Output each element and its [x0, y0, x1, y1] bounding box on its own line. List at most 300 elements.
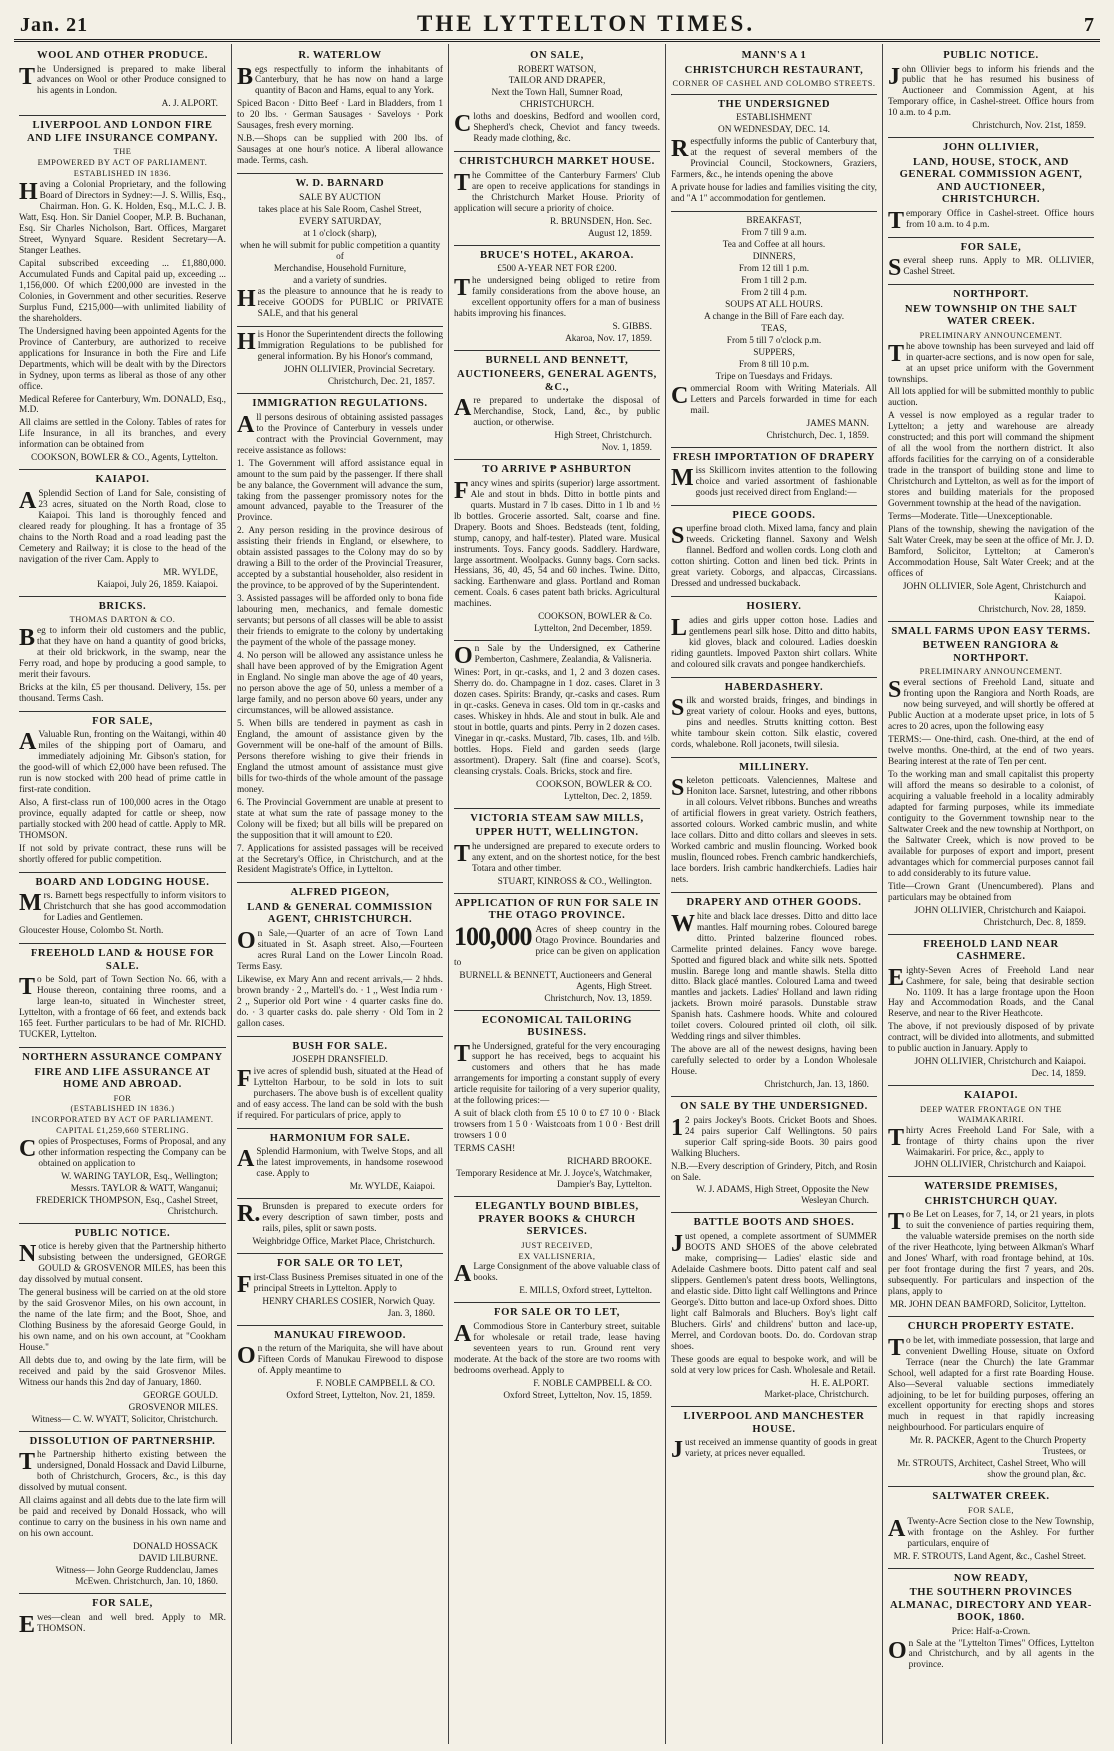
ad-body-text: On Sale at the "Lyttelton Times" Offices, Lyttelton and Christchurch, and by all agents in the province.	[888, 1637, 1094, 1671]
ad-subtitle: EX VALLISNERIA,	[518, 1251, 596, 1261]
ad-signature: A. J. ALPORT.	[161, 99, 218, 110]
ad-body-text: The Undersigned having been appointed Agents for the Province of Canterbury, are authorized to receive applications for Insurance in both the Fire and Life Departments, which will be dealt with by the Directors in Sydney, upon terms as liberal as those of any other office.	[19, 326, 226, 392]
ad-heading: BRUCE'S HOTEL, AKAROA.	[480, 249, 634, 261]
ad-body-text: 4. No person will be allowed any assistance unless he shall have been approved of by the Emigration Agent in England. No single man above the age of 40 years, no person above the age of 50, unless a member of a large family, and no person above 60 years, under any circumstances, will be allowed assistance.	[237, 651, 443, 716]
ad-signature: JOHN OLLIVIER, Christchurch and Kaiapoi.	[914, 1160, 1086, 1171]
ad-body-text: Respectfully informs the public of Canterbury that, at the request of several members of the Provincial Council, Stockowners, Graziers, Farmers, &c., he intends opening the above	[671, 136, 877, 181]
ad-subheading: LAND & GENERAL COMMISSION AGENT, CHRISTCHURCH.	[247, 901, 433, 926]
ad-heading: FOR SALE,	[92, 1598, 153, 1610]
ad-signature: JOHN OLLIVIER, Provincial Secretary.	[284, 365, 435, 376]
ad-body-text: 12 pairs Jockey's Boots. Cricket Boots and Shoes. 24 pairs superior Calf Wellingtons. 50 pairs superior Calf spring-side Boots. 30 pairs good Walking Bluchers.	[671, 1114, 877, 1159]
ad-heading: LIVERPOOL AND LONDON FIRE AND LIFE INSURANCE COMPANY.	[26, 120, 218, 144]
ad-heading: W. D. BARNARD	[295, 178, 385, 190]
ad-heading: PUBLIC NOTICE.	[74, 1227, 171, 1239]
ad-centered-line: Next the Town Hall, Sumner Road,	[491, 88, 623, 99]
advertisement	[454, 1197, 660, 1303]
ad-heading: BOARD AND LODGING HOUSE.	[35, 876, 210, 888]
advertisement	[19, 1594, 226, 1640]
advertisement	[19, 1048, 226, 1224]
ad-signature: Christchurch, Dec. 21, 1857.	[327, 377, 435, 388]
ad-heading: SALTWATER CREEK.	[932, 1491, 1050, 1503]
ad-subtitle: THE	[113, 147, 132, 157]
ad-signature: Mr. R. PACKER, Agent to the Church Property Trustees, or	[909, 1436, 1086, 1458]
advertisement	[19, 46, 226, 116]
ad-body-text: The above, if not previously disposed of by private contract, will be divided into allotments, and submitted to public auction in January. Apply to	[888, 1022, 1094, 1055]
ad-centered-line: Tripe on Tuesdays and Fridays.	[715, 371, 833, 382]
ad-centered-line: From 5 till 7 o'clock p.m.	[726, 335, 822, 346]
ad-body-text: Spiced Bacon · Ditto Beef · Lard in Bladders, from 1 to 20 lbs. · German Sausages · Saveloys · Pork Sausages, fresh every morning.	[237, 99, 443, 132]
ad-subtitle: FOR	[113, 1093, 132, 1103]
advertisement	[671, 1097, 877, 1213]
issue-date: Jan. 21	[20, 14, 89, 36]
ad-body-text: Has the pleasure to announce that he is ready to receive GOODS for PUBLIC or PRIVATE SALE, and that his general	[237, 286, 443, 320]
ad-centered-line: TEAS,	[761, 323, 787, 334]
ad-heading: FREEHOLD LAND & HOUSE FOR SALE.	[30, 948, 215, 972]
ad-heading: FOR SALE,	[960, 241, 1022, 253]
ad-subtitle: THOMAS DARTON & CO.	[69, 615, 176, 625]
ad-centered-line: at 1 o'clock (sharp),	[303, 228, 377, 239]
ad-heading: HOSIERY.	[746, 601, 802, 613]
ad-body-text: 5. When bills are tendered in payment as cash in England, the amount of assistance given by the Government will be one-half of the amount of Bills. Persons therefore wishing to give their friends in England the utmost amount of assistance must give bills for two-thirds of the whole amount of the passage money.	[237, 718, 443, 795]
ad-body-text: Just opened, a complete assortment of SUMMER BOOTS AND SHOES of the above celebrated make, comprising— Ladies' elastic side and Adelaide Cashmere boots. Ditto patent calf and seal slippers. Gentlemen's patent dress boots, Wellingtons, and elastic side. Ditto light calf Wellingtons and Prince George's. Ditto button and lace-up Oxford shoes. Ditto light calf Balmorals and Bluchers. Boy's light calf Bluchers. Girls' and childrens' button and lace-up, Merrel, and Cordovan boots. Do. do. Cordovan strap shoes.	[671, 1230, 877, 1352]
ad-body-text: Fancy wines and spirits (superior) large assortment. Ale and stout in bhds. Ditto in bottle pints and quarts. Mustard in 7 lb cases. Ditto in 1 lb and ½ lb bottles. Grocerie assorted. Salt, coarse and fine. Drapery. Boots and Shoes. Bedsteads (tent, folding, stump, canopy, and half-tester). Plated ware. Musical instruments. Toys. Fancy goods. Saddlery. Hardware, large assortment. Woolpacks. Gunny bags. Corn sacks. Hessians, 36, 40, 45, 54 and 60 inches. Twine. Ditto, sacking. Earthenware and glass. Portland and Roman cement. Coals. 6 cases patent bath bricks. Agricultural machines.	[454, 477, 660, 610]
ad-signature: W. J. ADAMS, High Street, Opposite the New Wesleyan Church.	[696, 1185, 869, 1207]
ad-body-text: All persons desirous of obtaining assisted passages to the Province of Canterbury in vessels under contract with the Provincial Government, may receive assistance as follows:	[237, 411, 443, 456]
ad-subheading: FIRE AND LIFE ASSURANCE AT HOME AND ABROAD.	[34, 1066, 211, 1091]
advertisement	[454, 809, 660, 894]
ad-subtitle: JUST RECEIVED,	[521, 1240, 593, 1250]
ad-body-text: TERMS CASH!	[454, 1144, 516, 1155]
ad-body-text: Cloths and doeskins, Bedford and woollen cord, Shepherd's check, Cheviot and fancy tweeds. Ready made clothing, &c.	[454, 111, 660, 145]
ad-centered-line: BREAKFAST,	[746, 216, 802, 227]
advertisement	[454, 351, 660, 460]
ad-body-text: Eighty-Seven Acres of Freehold Land near Cashmere, for sale, being that desirable section No. 1109. It has a large frontage upon the Hoon Hay and Accommodation Roads, and the Canal Reserve, and near to the River Heathcote.	[888, 964, 1094, 1020]
advertisement	[888, 935, 1094, 1087]
ad-signature: Nov. 1, 1859.	[601, 443, 652, 454]
advertisement	[454, 1011, 660, 1198]
ad-body-text: Also, A first-class run of 100,000 acres in the Otago province, equally adapted for cattle or sheep, now partially stocked with 200 head of cattle. Apply to MR. THOMSON.	[19, 798, 226, 841]
ad-signature: COOKSON, BOWLER & Co.	[538, 612, 652, 623]
ad-heading: ALFRED PIGEON,	[290, 887, 390, 899]
ad-body-text: Likewise, ex Mary Ann and recent arrivals,— 2 hhds. brown brandy · 2 ,, Martell's do. · 1 ,, West India rum · 2 ,, Superior old Port wine · 4 quarter casks fine do. do. · 3 quarter casks do. pale sherry · Old Tom in 2 gallon cases.	[237, 974, 443, 1029]
ad-body-text: ACommodious Store in Canterbury street, suitable for wholesale or retail trade, lease having seventeen years to run. Ground rent very moderate. At the back of the store are two rooms with bedrooms overhead. Apply to	[454, 1320, 660, 1376]
ad-signature: Christchurch, Nov. 28, 1859.	[978, 604, 1086, 615]
ad-body-text: First-Class Business Premises situated in one of the principal Streets in Lyttelton. Apply to	[237, 1271, 443, 1298]
advertisement	[19, 1432, 226, 1594]
ad-body-text: Are prepared to undertake the disposal of Merchandise, Stock, Land, &c., by public auction, or otherwise.	[454, 395, 660, 429]
ad-signature: JAMES MANN.	[806, 418, 869, 429]
ad-body-text: 7. Applications for assisted passages will be received at the Secretary's Office, in Christchurch, and at the Resident Magistrate's Office, in Lyttelton.	[237, 843, 443, 876]
ad-signature: Mr. WYLDE, Kaiapoi.	[349, 1182, 435, 1193]
ad-heading: BURNELL AND BENNETT,	[485, 354, 629, 366]
ad-body-text: 1. The Government will afford assistance equal in amount to the sum paid by the passenger. If there shall be any balance, the Government will advance the sum, taking from the passenger promissory notes for the amount advanced, payable to the Treasurer of the Province.	[237, 458, 443, 524]
ad-signature: Mr. STROUTS, Architect, Cashel Street, Who will show the ground plan, &c.	[897, 1459, 1086, 1481]
advertisement	[671, 893, 877, 1097]
ad-body-text: 3. Assisted passages will be afforded only to bona fide labouring men, mechanics, and female domestic servants; but persons of all classes will be able to assist their friends to emigrate to the colony by undertaking the payment of the whole of the passage money.	[237, 594, 443, 649]
advertisement	[888, 138, 1094, 237]
ad-signature: COOKSON, BOWLER & CO.	[536, 779, 652, 790]
ad-heading: FRESH IMPORTATION OF DRAPERY	[672, 451, 876, 463]
ad-body-text: Mrs. Barnett begs respectfully to inform visitors to Christchurch that she has good accommodation for Ladies and Gentlemen.	[19, 890, 226, 924]
column-4	[665, 44, 882, 1744]
advertisement	[454, 894, 660, 1011]
ad-body-text: R.Brunsden is prepared to execute orders for every description of sawn timber, posts and rails, piles, split or sawn posts.	[237, 1201, 443, 1235]
ad-body-text: N.B.—Every description of Grindery, Pitch, and Rosin on Sale.	[671, 1161, 877, 1183]
ad-subheading: CHRISTCHURCH QUAY.	[924, 1195, 1058, 1207]
ad-body-text: John Ollivier begs to inform his friends and the public that he has resumed his business of Auctioneer and Commission Agent, at his Temporary office, in Cashel-street. Office hours from 10 a.m. to 4 p.m.	[888, 63, 1094, 119]
ad-heading: KAIAPOI.	[95, 474, 150, 486]
masthead	[14, 8, 1100, 42]
ad-body-text: AValuable Run, fronting on the Waitangi, within 40 miles of the shipping port of Oamaru, and immediately adjoining Mr. Gibson's station, for the good-will of which £2,000 have been refused. The run is now stocked with 200 head of prime cattle in first-rate condition.	[19, 729, 226, 796]
ad-body-text: Acres of sheep country in the Otago Province. Boundaries and price can be given on application to	[454, 924, 660, 968]
ad-centered-line: takes place at his Sale Room, Cashel Street,	[258, 204, 422, 215]
advertisement	[19, 873, 226, 944]
advertisement	[19, 116, 226, 470]
ad-heading: KAIAPOI.	[964, 1090, 1018, 1102]
ad-heading: DRAPERY AND OTHER GOODS.	[686, 897, 862, 909]
ad-centered-line: and a variety of sundries.	[293, 275, 387, 286]
ad-body-text: The Partnership hitherto existing between the undersigned, Donald Hossack and David Lilburne, both of Christchurch, Grocers, &c., is this day dissolved by mutual consent.	[19, 1449, 226, 1494]
ad-body-text: ASplendid Section of Land for Sale, consisting of 23 acres, situated on the North Road, close to Kaiapoi. This land is thoroughly fenced and cleared ready for ploughing. It has a frontage of 35 chains to the North Road and a road leading past the Cemetery and Railway; it is close to the head of the navigation of the river Cam. Apply to	[19, 487, 226, 565]
ad-heading: CHURCH PROPERTY ESTATE.	[907, 1321, 1075, 1333]
ad-centered-line: SOUPS AT ALL HOURS.	[725, 299, 823, 310]
ad-body-text: TERMS:— One-third, cash. One-third, at the end of twelve months. One-third, at the end of two years. Bearing interest at the rate of Ten per cent.	[888, 735, 1094, 768]
ad-signature: FREDERICK THOMPSON, Esq., Cashel Street, Christchurch.	[35, 1196, 218, 1217]
advertisement	[454, 152, 660, 245]
ad-subheading: AUCTIONEERS, GENERAL AGENTS, &C.,	[457, 369, 657, 393]
advertisement	[671, 1407, 877, 1466]
ad-heading: HARMONIUM FOR SALE.	[269, 1132, 411, 1144]
ad-subheading: THE SOUTHERN PROVINCES ALMANAC, DIRECTORY AND YEAR-BOOK, 1860.	[889, 1587, 1093, 1624]
ad-heading: NOW READY,	[953, 1572, 1029, 1584]
ad-body-text: Temporary Office in Cashel-street. Office hours from 10 a.m. to 4 p.m.	[888, 207, 1094, 234]
ad-heading: FOR SALE,	[92, 715, 153, 727]
ad-body-text: N.B.—Shops can be supplied with 200 lbs. of Sausages at one hour's notice. A liberal allowance made. Terms, cash.	[237, 134, 443, 167]
ad-body-text: The undersigned being obliged to retire from family considerations from the above house, an excellent opportunity offers for a man of business habits improving his finances.	[454, 275, 660, 319]
ad-body-text: Title—Crown Grant (Unencumbered). Plans and particulars may be obtained from	[888, 881, 1094, 903]
advertisement	[454, 246, 660, 351]
ad-centered-line: From 1 till 2 p.m.	[741, 276, 807, 286]
ad-body-text: The Undersigned, grateful for the very encouraging support he has received, begs to acquaint his customers and others that he has made arrangements for importing a constant supply of every article requisite for tailoring of a very superior quality, at the following prices:—	[454, 1040, 660, 1107]
advertisement	[19, 470, 226, 596]
advertisement	[888, 622, 1094, 935]
ad-body-text: Silk and worsted braids, fringes, and bindings in great variety of colour. Hooks and eyes, buttons, pins and needles. Strutts knitting cotton. Best white tambour skein cotton. Silk elastic, covered cords, whalebone. Roll jaconets, twill silesia.	[671, 695, 877, 750]
ad-centered-line: ROBERT WATSON,	[517, 64, 597, 75]
ad-body-text: Terms—Moderate. Title—Unexceptionable.	[888, 512, 1053, 523]
advertisement	[888, 1487, 1094, 1568]
ad-body-text: A vessel is now employed as a regular trader to Lyttelton; a jetty and warehouse are already constructed; and this port will command the shipment of all the wool from the northern district. It also affords facilities for the carrying on of a considerable trade in the transport of building stone and lime to Christchurch and Lyttelton, as well as for the import of stores and building materials for the proposed Government township at the head of the navigation.	[888, 411, 1094, 510]
ad-heading: ON SALE,	[530, 50, 584, 61]
ad-signature: Christchurch, Jan. 13, 1860.	[764, 1080, 869, 1091]
ad-body-text: Ewes—clean and well bred. Apply to MR. THOMSON.	[19, 1611, 226, 1638]
ad-body-text: ASplendid Harmonium, with Twelve Stops, and all the latest improvements, in handsome rosewood case. Apply to	[237, 1146, 443, 1180]
ad-signature: Temporary Residence at Mr. J. Joyce's, Watchmaker, Dampier's Bay, Lyttelton.	[456, 1169, 652, 1191]
advertisement	[237, 1129, 443, 1199]
ad-subtitle: CORNER OF CASHEL AND COLOMBO STREETS.	[672, 79, 876, 88]
advertisement	[19, 1224, 226, 1432]
ad-signature: GROSVENOR MILES.	[128, 1403, 218, 1413]
ad-signature: Akaroa, Nov. 17, 1859.	[565, 333, 652, 344]
ad-body-text: Capital subscribed exceeding ... £1,880,000. Accumulated Funds and Capital paid up, exceeding ... 1,156,000. Of which £200,000 are invested in the Colonies, in Government and other securities. Reserve Surplus Fund, £215,000—with unlimited liability of the shareholders.	[19, 258, 226, 324]
advertisement	[671, 758, 877, 893]
ad-subheading: LAND, HOUSE, STOCK, AND GENERAL COMMISSION AGENT, AND AUCTIONEER, CHRISTCHURCH.	[899, 156, 1083, 206]
ad-body-text: The Undersigned is prepared to make liberal advances on Wool or other Produce consigned to his agents in London.	[19, 63, 226, 97]
ad-body-text: The above are all of the newest designs, having been carefully selected to order by a London Wholesale House.	[671, 1045, 877, 1078]
ad-centered-line: £500 A-YEAR NET FOR £200.	[497, 264, 617, 275]
ad-body-text: White and black lace dresses. Ditto and ditto lace mantles. Half mourning robes. Coloured barege ditto. Printed balzerine flounced robes. Carmelite printed delaines. Fancy wove barege. Spotted and figured black and white silk nets. Spotted muslin. Barege long and mantle shawls. Stella ditto ditto. Black glacé mantles. Coloured Lama and tweed mantles and jackets. Ladies' Holland and lawn riding jackets. Brown moiré parasols. Dunstable straw Spanish hats. Cashmere hoods. White and coloured toilet covers. Coloured printed oil cloth, oil silk. Wedding rings and silver thimbles.	[671, 910, 877, 1043]
ad-signature: DAVID LILBURNE.	[138, 1554, 218, 1565]
ad-heading: WOOL AND OTHER PRODUCE.	[37, 50, 208, 61]
ad-body-text: Five acres of splendid bush, situated at the Head of Lyttelton Harbour, to be sold in lots to suit purchasers. The above bush is of excellent quality and of easy access. The land can be sold with the bush if required. For particulars of price, apply to	[237, 1066, 443, 1121]
advertisement	[671, 95, 877, 212]
advertisement	[237, 1199, 443, 1254]
ad-heading: THE UNDERSIGNED	[717, 98, 831, 110]
ad-signature: Oxford Street, Lyttelton, Nov. 21, 1859.	[286, 1390, 435, 1401]
ad-body-text: Thirty Acres Freehold Land For Sale, with a frontage of thirty chains upon the river Waimakariri. For price, &c., apply to	[888, 1124, 1094, 1158]
ad-signature: Witness— John George Ruddenclau, James McEwen. Christchurch, Jan. 10, 1860.	[55, 1566, 218, 1588]
ad-subtitle: INCORPORATED BY ACT OF PARLIAMENT.	[31, 1115, 214, 1125]
ad-signature: Messrs. TAYLOR & WATT, Wanganui;	[70, 1184, 218, 1195]
ad-heading: PUBLIC NOTICE.	[943, 50, 1039, 61]
ad-heading: PIECE GOODS.	[732, 509, 816, 521]
ad-heading: TO ARRIVE ₱ ASHBURTON	[482, 464, 632, 476]
ad-centered-line: TAILOR AND DRAPER,	[508, 76, 606, 87]
ad-body-text: The undersigned are prepared to execute orders to any extent, and on the shortest notice, for the best Totara and other timber.	[454, 840, 660, 874]
ad-subtitle: EMPOWERED BY ACT OF PARLIAMENT.	[37, 158, 208, 168]
ad-signature: JOHN OLLIVIER, Christchurch and Kaiapoi.	[914, 905, 1086, 916]
ad-heading: BUSH FOR SALE.	[292, 1040, 388, 1052]
advertisement	[888, 285, 1094, 622]
ad-body-text: All claims are settled in the Colony. Tables of rates for Life Insurance, in all its branches, and every information can be obtained from	[19, 418, 226, 451]
ad-signature: Jan. 3, 1860.	[387, 1308, 435, 1319]
ad-signature: Oxford Street, Lyttelton, Nov. 15, 1859.	[503, 1390, 652, 1401]
ad-centered-line: A change in the Bill of Fare each day.	[703, 311, 845, 322]
ad-heading: MANUKAU FIREWOOD.	[273, 1329, 407, 1341]
ad-heading: NORTHERN ASSURANCE COMPANY	[22, 1052, 223, 1064]
ad-centered-line: ON WEDNESDAY, DEC. 14.	[718, 125, 830, 136]
ad-signature: R. BRUNSDEN, Hon. Sec.	[549, 216, 652, 227]
ad-heading: IMMIGRATION REGULATIONS.	[252, 398, 428, 410]
ad-subtitle: PRELIMINARY ANNOUNCEMENT.	[919, 330, 1063, 340]
ad-heading: ELEGANTLY BOUND BIBLES, PRAYER BOOKS & CHURCH SERVICES.	[475, 1201, 639, 1238]
advertisement	[888, 46, 1094, 138]
ad-signature: E. MILLS, Oxford street, Lyttelton.	[519, 1286, 652, 1297]
ad-heading: BATTLE BOOTS AND SHOES.	[693, 1217, 855, 1229]
ad-body-text: His Honor the Superintendent directs the following Immigration Regulations to be published for general information. By his Honor's command,	[237, 329, 443, 363]
ad-signature: Kaiapoi, July 26, 1859. Kaiapoi.	[97, 579, 218, 590]
ad-heading: NORTHPORT.	[953, 289, 1029, 301]
ad-heading: MILLINERY.	[739, 761, 809, 773]
column-1	[14, 44, 231, 1744]
ad-subheading: NEW TOWNSHIP ON THE SALT WATER CREEK.	[904, 303, 1078, 328]
ad-centered-line: From 12 till 1 p.m.	[738, 264, 810, 275]
ad-signature: HENRY CHARLES COSIER, Norwich Quay.	[262, 1296, 435, 1307]
ad-signature: COOKSON, BOWLER & CO., Agents, Lyttelton.	[31, 453, 218, 464]
ad-signature: August 12, 1859.	[587, 228, 652, 239]
ad-body-text: Commercial Room with Writing Materials. All Letters and Parcels forwarded in time for each mail.	[671, 382, 877, 416]
ad-body-text: Several sections of Freehold Land, situate and fronting upon the Rangiora and North Roads, are now being surveyed, and will shortly be offered at Public Auction at a moderate upset price, in lots of 5 acres to 20 acres, upon the following easy	[888, 677, 1094, 733]
ad-body-text: Plans of the township, shewing the navigation of the Salt Water Creek, may be seen at the office of Mr. J. D. Bamford, Solicitor, Lyttelton; at Cameron's Accommodation House, Salt Water Creek; and at the offices of	[888, 525, 1094, 579]
ad-signature: Christchurch, Dec. 1, 1859.	[766, 430, 869, 441]
ad-heading: JOHN OLLIVIER,	[942, 142, 1040, 154]
ad-heading: FOR SALE OR TO LET,	[277, 1258, 403, 1270]
ad-large-figure: 100,000	[454, 921, 532, 951]
ad-centered-line: EVERY SATURDAY,	[298, 216, 382, 227]
page-number: 7	[1084, 14, 1094, 36]
ad-body-text: These goods are equal to bespoke work, and will be sold at very low prices for Cash. Wholesale and Retail.	[671, 1354, 877, 1376]
ad-body-text: A suit of black cloth from £5 10 0 to £7 10 0 · Black trowsers from 1 5 0 · Waistcoats from 1 0 0 · Best drill trowsers 1 0 0	[454, 1109, 660, 1142]
ad-signature: H. E. ALPORT.	[810, 1378, 869, 1389]
advertisement	[19, 712, 226, 873]
ad-body-text: Medical Referee for Canterbury, Wm. DONALD, Esq., M.D.	[19, 394, 226, 416]
ad-subtitle: CAPITAL £1,259,660 STERLING.	[56, 1126, 189, 1136]
ad-centered-line: Price: Half-a-Crown.	[951, 1626, 1031, 1637]
ad-body-text: Copies of Prospectuses, Forms of Proposal, and any other information respecting the Company can be obtained on application to	[19, 1136, 226, 1170]
ad-centered-line: SUPPERS,	[753, 347, 795, 358]
ad-body-text: To be Sold, part of Town Section No. 66, with a House thereon, containing three rooms, and a large lean-to, situated in Winchester street, Lyttelton, with a frontage of 66 feet, and extends back 165 feet. Further particulars to be had of Mr. RICHD. TUCKER, Lyttelton.	[19, 974, 226, 1041]
advertisement	[237, 394, 443, 883]
ad-signature: MR. WYLDE,	[163, 567, 218, 578]
ad-signature: STUART, KINROSS & CO., Wellington.	[497, 876, 652, 887]
ad-body-text: All claims against and all debts due to the late firm will be paid and received by Donald Hossack, who will continue to carry on the business in his own name and on his own account.	[19, 1496, 226, 1540]
ad-body-text: 2. Any person residing in the province desirous of assisting their friends in England, or elsewhere, to obtain assisted passages to the Colony may do so by drawing a Bill to the order of the Provincial Treasurer, accepted by a substantial householder, also resident in the province, to be approved of by the Superintendent.	[237, 526, 443, 592]
ad-heading: MANN'S A 1	[741, 50, 807, 61]
ad-heading: ECONOMICAL TAILORING BUSINESS.	[481, 1014, 633, 1038]
ad-subtitle: (ESTABLISHED IN 1836.)	[70, 1104, 175, 1114]
ad-subtitle: FOR SALE,	[968, 1505, 1014, 1515]
ad-centered-line: From 8 till 10 p.m.	[738, 359, 810, 370]
ad-heading: BRICKS.	[98, 600, 147, 612]
advertisement	[671, 597, 877, 677]
ad-signature: MR. JOHN DEAN BAMFORD, Solicitor, Lyttelton.	[889, 1300, 1086, 1311]
advertisement	[454, 460, 660, 641]
ad-body-text: ATwenty-Acre Section close to the New Township, with frontage on the Ashley. For further particulars, enquire of	[888, 1515, 1094, 1549]
ad-signature: JOHN OLLIVIER, Sole Agent, Christchurch and Kaiapoi.	[902, 581, 1086, 603]
ad-centered-line: DINNERS,	[752, 252, 796, 263]
ad-heading: R. WATERLOW	[298, 50, 382, 61]
ad-heading: APPLICATION OF RUN FOR SALE IN THE OTAGO PROVINCE.	[455, 897, 659, 922]
advertisement-columns	[14, 44, 1100, 1744]
ad-centered-line: Tea and Coffee at all hours.	[722, 240, 826, 251]
ad-subtitle: ESTABLISHED IN 1836.	[73, 169, 172, 179]
ad-centered-line: SALE BY AUCTION	[299, 192, 381, 203]
ad-centered-line: Merchandise, Household Furniture,	[273, 263, 407, 274]
column-5	[882, 44, 1099, 1744]
ad-body-text: 6. The Provincial Government are unable at present to state at what sum the rate of passage money to the Colony will be fixed; but all bills will be prepared on the supposition that it will amount to £20.	[237, 797, 443, 841]
advertisement	[237, 1254, 443, 1325]
ad-signature: Market-place, Christchurch.	[764, 1390, 869, 1401]
ad-signature: JOHN OLLIVIER, Christchurch and Kaiapoi.	[914, 1057, 1086, 1068]
ad-centered-line: ESTABLISHMENT	[736, 113, 812, 124]
ad-centered-line: CHRISTCHURCH.	[519, 100, 595, 111]
ad-body-text: A private house for ladies and families visiting the city, and "A 1" accommodation for gentlemen.	[671, 183, 877, 205]
column-3	[448, 44, 665, 1744]
ad-centered-line: From 2 till 4 p.m.	[741, 287, 807, 298]
advertisement	[237, 1037, 443, 1129]
ad-body-text: Several sheep runs. Apply to MR. OLLIVIER, Cashel Street.	[888, 255, 1094, 282]
ad-heading: ON SALE BY THE UNDERSIGNED.	[680, 1101, 868, 1113]
advertisement	[237, 46, 443, 174]
ad-heading: FREEHOLD LAND NEAR CASHMERE.	[923, 938, 1059, 963]
advertisement	[888, 238, 1094, 285]
advertisement	[888, 1317, 1094, 1487]
ad-body-text: The Committee of the Canterbury Farmers' Club are open to receive applications for standings in the Christchurch Market House. Priority of application will secure a priority of choice.	[454, 169, 660, 214]
ad-body-text: On Sale by the Undersigned, ex Catherine Pemberton, Cashmere, Zealandia, & Valisneria.	[454, 643, 660, 670]
ad-subheading: CHRISTCHURCH RESTAURANT,	[684, 64, 864, 76]
ad-signature: S. GIBBS.	[612, 321, 652, 332]
ad-body-text: Superfine broad cloth. Mixed lama, fancy and plain tweeds. Cricketing flannel. Saxony and Welsh flannel. Bedford and wollen cords. Long cloth and cotton shirting. Cotton and linen bed tick. Prints in great variety. Coborgs, and alpaccas, Circassians. Dressed and undressed buckaback.	[671, 523, 877, 590]
advertisement	[237, 883, 443, 1036]
ad-signature: Christchurch, Nov. 21st, 1859.	[972, 121, 1086, 132]
ad-signature: F. NOBLE CAMPBELL & CO.	[316, 1379, 435, 1389]
ad-heading: DISSOLUTION OF PARTNERSHIP.	[29, 1435, 216, 1447]
ad-body-text: Begs respectfully to inform the inhabitants of Canterbury, that he has now on hand a large quantity of Bacon and Hams, equal to any York.	[237, 63, 443, 97]
ad-signature: BURNELL & BENNETT, Auctioneers and General Agents, High Street.	[459, 970, 652, 992]
ad-body-text: Beg to inform their old customers and the public, that they have on hand a quantity of good bricks, at their old brickwork, in the swamp, near the Ferry road, and hope by producing a good sample, to merit their favours.	[19, 624, 226, 680]
advertisement	[888, 1569, 1094, 1678]
ad-body-text: Miss Skillicorn invites attention to the following choice and varied assortment of fashionable goods just received direct from England:—	[671, 465, 877, 498]
ad-heading: FOR SALE OR TO LET,	[494, 1307, 620, 1319]
advertisement	[19, 597, 226, 712]
ad-signature: F. NOBLE CAMPBELL & CO.	[533, 1378, 652, 1389]
ad-body-text: Gloucester House, Colombo St. North.	[19, 926, 164, 937]
advertisement	[888, 1177, 1094, 1317]
ad-signature: W. WARING TAYLOR, Esq., Wellington;	[61, 1172, 218, 1183]
advertisement	[671, 678, 877, 758]
advertisement	[454, 641, 660, 809]
advertisement	[454, 46, 660, 152]
advertisement	[671, 448, 877, 506]
ad-signature: Lyttelton, 2nd December, 1859.	[534, 624, 652, 635]
ad-body-text: To Be Let on Leases, for 7, 14, or 21 years, in plots to suit the convenience of parties requiring them, the valuable waterside premises on the north side of the river Heathcote, lying between Alkman's Wharf and Jones' Wharf, with road frontage behind, at 10s. per foot frontage during the first 7 years, and 20s. subsequently. For particulars and inspection of the plans, apply to	[888, 1209, 1094, 1298]
ad-signature: High Street, Christchurch.	[554, 431, 652, 442]
ad-signature: MR. F. STROUTS, Land Agent, &c., Cashel Street.	[893, 1551, 1086, 1562]
ad-signature: Dec. 14, 1859.	[1031, 1069, 1086, 1080]
ad-body-text: On the return of the Mariquita, she will have about Fifteen Cords of Manukau Firewood to dispose of. Apply meantime to	[237, 1343, 443, 1377]
ad-signature: Weighbridge Office, Market Place, Christchurch.	[252, 1237, 435, 1248]
ad-heading: LIVERPOOL AND MANCHESTER HOUSE.	[683, 1411, 865, 1435]
ad-body-text: Ladies and girls upper cotton hose. Ladies and gentlemens pearl silk hose. Ditto and ditto habits, kid gloves, black and coloured. Ladies doeskin riding gauntlets. Impoved Paxton shirt collars. White and coloured silk cravats and pongee handkerchiefs.	[671, 614, 877, 670]
ad-signature: RICHARD BROOKE.	[567, 1157, 652, 1168]
ad-body-text: The above township has been surveyed and laid off in quarter-acre sections, and is now open for sale, at an upset price uniform with the Government townships.	[888, 340, 1094, 385]
newspaper-title: THE LYTTELTON TIMES.	[417, 11, 756, 36]
ad-heading: VICTORIA STEAM SAW MILLS,	[470, 812, 644, 824]
ad-body-text: On Sale,—Quarter of an acre of Town Land situated in St. Asaph street. Also,—Fourteen acres Rural Land on the Lower Lincoln Road. Terms Easy.	[237, 927, 443, 972]
advertisement	[237, 327, 443, 394]
ad-signature: Lyttelton, Dec. 2, 1859.	[563, 791, 652, 802]
ad-subtitle: PRELIMINARY ANNOUNCEMENT.	[919, 667, 1063, 677]
ad-heading: CHRISTCHURCH MARKET HOUSE.	[459, 156, 655, 168]
ad-body-text: Skeleton petticoats. Valenciennes, Maltese and Honiton lace. Sarsnet, lutestring, and other ribbons in all colours. Velvet ribbons. Bunches and wreaths of artificial flowers in great variety. Ostrich feathers, assorted colours. Worked cambric muslin, and white lace collars. Ditto and ditto collars and sleeves in sets. Worked cambric and muslin flouncing. Worked book muslin, flounced robes. French cambric handkerchiefs, lace borders. Irish cambric handkerchiefs. Ladies hair nets.	[671, 775, 877, 886]
ad-centered-line: when he will submit for public competition a quantity of	[239, 240, 441, 262]
ad-body-text: Wines: Port, in qr.-casks, and 1, 2 and 3 dozen cases. Sherry do. do. Champagne in 1 doz. cases. Claret in 3 dozen cases. Spirits: Brandy, qr.-casks and cases. Rum in qr.-casks. Geneva in cases. Old tom in qr.-casks and cases. Whiskey in hhds. Ale and stout in bulk. Ale and stout in bottle, quarts and pints. Perry in 2 dozen cases. Vinegar in qr.-casks. Mustard, 7lb. cases, 1lb. and ½lb. bottles. Hops. Field and garden seeds (large assortment). Drapery. Salt (fine and coarse). Scot's, cleansing crystals. Coals. Bricks, stock and fire.	[454, 668, 660, 777]
ad-heading: HABERDASHERY.	[724, 681, 824, 693]
ad-body-text: ALarge Consignment of the above valuable class of books.	[454, 1261, 660, 1288]
advertisement	[671, 506, 877, 597]
ad-body-text: To be let, with immediate possession, that large and convenient Dwelling House, situate on Oxford Terrace (near the Church) the late Grammar School, well adapted for a first rate Boarding House. Also—Several valuable sections immediately adjoining, to be let for building purposes, offering an excellent opportunity for erecting shops and stores much in request in that rapidly increasing neighbourhood. For particulars enquire of	[888, 1334, 1094, 1434]
ad-body-text: To the working man and small capitalist this property will afford the means so desirable to a colonist, of acquiring a valuable freehold in a locality admirably adapted for farming purposes, while its immediate contiguity to the Government township near to the Saltwater Creek and the new township at Northport, on the Saltwater Creek, which is now proved to be available for purposes of export and import, present advantages which for commercial purposes cannot fail to add considerably to its future value.	[888, 770, 1094, 879]
advertisement	[671, 1213, 877, 1407]
advertisement	[237, 174, 443, 327]
advertisement	[454, 1303, 660, 1406]
ad-body-text: Bricks at the kiln, £5 per thousand. Delivery, 15s. per thousand. Terms Cash.	[19, 682, 226, 704]
advertisement	[671, 212, 877, 447]
column-2	[231, 44, 448, 1744]
advertisement	[237, 1326, 443, 1407]
ad-body-text: All debts due to, and owing by the late firm, will be received and paid by the said Grosvenor Miles. Witness our hands this 2nd day of January, 1860.	[19, 1356, 226, 1389]
ad-body-text: The general business will be carried on at the old store by the said Grosvenor Miles, on his own account, in the name of the late firm; and the Boot, Shoe, and Clothing Business by the aforesaid George Gould, in his own name, and on his own account, at "Cookham House."	[19, 1288, 226, 1354]
ad-body-text: Having a Colonial Proprietary, and the following Board of Directors in Sydney:—J. S. Willis, Esq., Chairman. Hon. G. K. Holden, Esq., M.L.C. J. B. Watt, Esq. Hon. Sir Daniel Cooper, M.P. B. Buchanan, Esq. Sir Charles Nicholson, Bart. Offices, Margaret Street, Wynyard Square. Resident Secretary—A. Stanger Leathes.	[19, 179, 226, 256]
